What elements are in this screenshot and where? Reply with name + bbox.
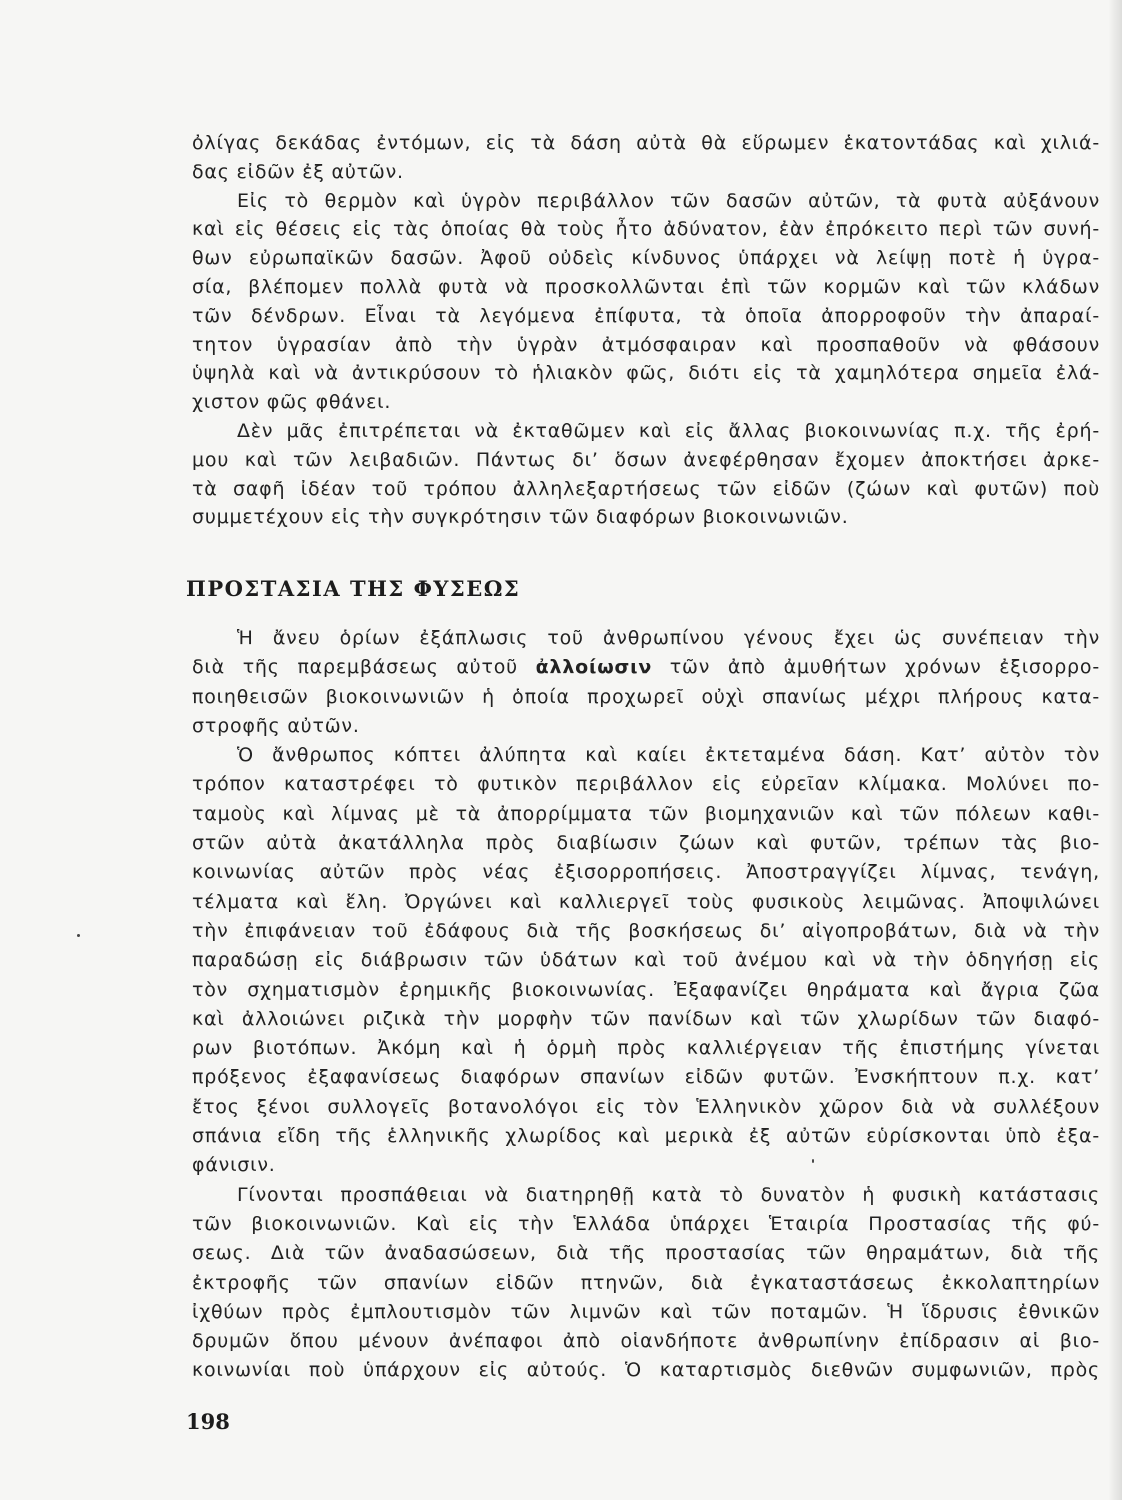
- text-line: θων εὐρωπαϊκῶν δασῶν. Ἀφοῦ οὐδεὶς κίνδυνος ὑπάρχει νὰ λείψῃ ποτὲ ἡ ὑγρα-: [192, 247, 1100, 270]
- text-line: Δὲν μᾶς ἐπιτρέπεται νὰ ἐκταθῶμεν καὶ εἰς ἄλλας βιοκοινωνίας π.χ. τῆς ἐρή-: [237, 419, 1100, 442]
- text-line: [192, 653, 1100, 682]
- text-line: τῶν βιοκοινωνιῶν. Καὶ εἰς τὴν Ἑλλάδα ὑπάρχει Ἑταιρία Προστασίας τῆς φύ-: [192, 1212, 1100, 1235]
- text-line: ποιηθεισῶν βιοκοινωνιῶν ἡ ὁποία προχωρεῖ οὐχὶ σπανίως μέχρι πλήρους κατα-: [192, 685, 1100, 708]
- paragraph: [192, 1181, 1100, 1386]
- text-line: σία, βλέπομεν πολλὰ φυτὰ νὰ προσκολλῶνται ἐπὶ τῶν κορμῶν καὶ τῶν κλάδων: [192, 275, 1100, 298]
- text-line: ἰχθύων πρὸς ἐμπλουτισμὸν τῶν λιμνῶν καὶ τῶν ποταμῶν. Ἡ ἵδρυσις ἐθνικῶν: [192, 1300, 1100, 1323]
- paragraph: [192, 624, 1100, 741]
- text-line: τὰ σαφῆ ἰδέαν τοῦ τρόπου ἀλληλεξαρτήσεως τῶν εἰδῶν (ζώων καὶ φυτῶν) ποὺ: [192, 477, 1100, 500]
- page-number: 198: [186, 1409, 230, 1434]
- text-line: Γίνονται προσπάθειαι νὰ διατηρηθῇ κατὰ τὸ δυνατὸν ἡ φυσικὴ κατάστασις: [237, 1183, 1100, 1206]
- text-line: Ἡ ἄνευ ὁρίων ἐξάπλωσις τοῦ ἀνθρωπίνου γένους ἔχει ὡς συνέπειαν τὴν: [237, 627, 1100, 649]
- text-line: συμμετέχουν εἰς τὴν συγκρότησιν τῶν διαφόρων βιοκοινωνιῶν.: [192, 506, 849, 529]
- scan-speck: [77, 934, 80, 937]
- text-section-1: [192, 129, 1100, 532]
- text-line: παραδώσῃ εἰς διάβρωσιν τῶν ὑδάτων καὶ τοῦ ἀνέμου καὶ νὰ τὴν ὁδηγήσῃ εἰς: [192, 949, 1100, 972]
- text-line: στροφῆς αὐτῶν.: [192, 714, 360, 737]
- text-line: τέλματα καὶ ἕλη. Ὀργώνει καὶ καλλιεργεῖ τοὺς φυσικοὺς λειμῶνας. Ἀποψιλώνει: [192, 890, 1100, 913]
- text-line: φάνισιν.: [192, 1154, 276, 1177]
- text-line: τητον ὑγρασίαν ἀπὸ τὴν ὑγρὰν ἀτμόσφαιραν καὶ προσπαθοῦν νὰ φθάσουν: [192, 333, 1100, 356]
- bold-term: ἀλλοίωσιν: [535, 656, 653, 679]
- text-line: τὸν σχηματισμὸν ἐρημικῆς βιοκοινωνίας. Ἐξαφανίζει θηράματα καὶ ἄγρια ζῶα: [192, 978, 1100, 1001]
- text-line: Ὁ ἄνθρωπος κόπτει ἀλύπητα καὶ καίει ἐκτεταμένα δάση. Κατ’ αὐτὸν τὸν: [237, 744, 1100, 767]
- text-line: ρων βιοτόπων. Ἀκόμη καὶ ἡ ὁρμὴ πρὸς καλλιέργειαν τῆς ἐπιστήμης γίνεται: [192, 1037, 1100, 1060]
- paragraph: [192, 129, 1100, 187]
- text-line: τὴν ἐπιφάνειαν τοῦ ἐδάφους διὰ τῆς βοσκήσεως δι’ αἰγοπροβάτων, διὰ νὰ τὴν: [192, 919, 1100, 942]
- text-line: καὶ εἰς θέσεις εἰς τὰς ὁποίας θὰ τοὺς ἦτο ἀδύνατον, ἐὰν ἐπρόκειτο περὶ τῶν συνή-: [192, 218, 1100, 241]
- text-line: ταμοὺς καὶ λίμνας μὲ τὰ ἀπορρίμματα τῶν βιομηχανιῶν καὶ τῶν πόλεων καθι-: [192, 802, 1100, 825]
- text-line: Εἰς τὸ θερμὸν καὶ ὑγρὸν περιβάλλον τῶν δασῶν αὐτῶν, τὰ φυτὰ αὐξάνουν: [237, 189, 1100, 212]
- text-section-2: [192, 624, 1100, 1386]
- text-line: κοινωνίαι ποὺ ὑπάρχουν εἰς αὐτούς. Ὁ καταρτισμὸς διεθνῶν συμφωνιῶν, πρὸς: [192, 1359, 1100, 1382]
- text-run: τῶν ἀπὸ ἀμυθήτων χρόνων ἐξισορρο-: [652, 656, 1100, 679]
- paragraph: [192, 187, 1100, 417]
- text-line: σεως. Διὰ τῶν ἀναδασώσεων, διὰ τῆς προστασίας τῶν θηραμάτων, διὰ τῆς: [192, 1242, 1100, 1265]
- text-line: ὀλίγας δεκάδας ἐντόμων, εἰς τὰ δάση αὐτὰ θὰ εὕρωμεν ἑκατοντάδας καὶ χιλιά-: [192, 132, 1100, 154]
- text-run: διὰ τῆς παρεμβάσεως αὐτοῦ: [192, 656, 536, 679]
- text-line: τῶν δένδρων. Εἶναι τὰ λεγόμενα ἐπίφυτα, τὰ ὁποῖα ἀπορροφοῦν τὴν ἀπαραί-: [192, 304, 1100, 327]
- text-line: στῶν αὐτὰ ἀκατάλληλα πρὸς διαβίωσιν ζώων καὶ φυτῶν, τρέπων τὰς βιο-: [192, 832, 1100, 855]
- section-heading: ΠΡΟΣΤΑΣΙΑ ΤΗΣ ΦΥΣΕΩΣ: [186, 576, 521, 601]
- text-line: πρόξενος ἐξαφανίσεως διαφόρων σπανίων εἰδῶν φυτῶν. Ἐνσκήπτουν π.χ. κατ’: [192, 1066, 1100, 1089]
- text-line: χιστον φῶς φθάνει.: [192, 391, 392, 414]
- text-line: σπάνια εἴδη τῆς ἑλληνικῆς χλωρίδος καὶ μερικὰ ἐξ αὐτῶν εὑρίσκονται ὑπὸ ἐξα-: [192, 1125, 1100, 1148]
- text-line: κοινωνίας αὐτῶν πρὸς νέας ἐξισορροπήσεις. Ἀποστραγγίζει λίμνας, τενάγη,: [192, 861, 1100, 884]
- text-line: ἔτος ξένοι συλλογεῖς βοτανολόγοι εἰς τὸν Ἑλληνικὸν χῶρον διὰ νὰ συλλέξουν: [192, 1095, 1100, 1118]
- text-line: μου καὶ τῶν λειβαδιῶν. Πάντως δι’ ὅσων ἀνεφέρθησαν ἔχομεν ἀποκτήσει ἀρκε-: [192, 448, 1100, 471]
- text-line: καὶ ἀλλοιώνει ριζικὰ τὴν μορφὴν τῶν πανίδων καὶ τῶν χλωρίδων τῶν διαφό-: [192, 1007, 1100, 1030]
- text-line: δας εἰδῶν ἐξ αὐτῶν.: [192, 160, 404, 183]
- text-line: ὑψηλὰ καὶ νὰ ἀντικρύσουν τὸ ἡλιακὸν φῶς, διότι εἰς τὰ χαμηλότερα σημεῖα ἐλά-: [192, 362, 1100, 385]
- scan-edge-shadow: [1108, 0, 1122, 1500]
- text-line: ἐκτροφῆς τῶν σπανίων εἰδῶν πτηνῶν, διὰ ἐγκαταστάσεως ἐκκολαπτηρίων: [192, 1271, 1100, 1294]
- paragraph: [192, 741, 1100, 1180]
- text-line: δρυμῶν ὅπου μένουν ἀνέπαφοι ἀπὸ οἱανδήποτε ἀνθρωπίνην ἐπίδρασιν αἱ βιο-: [192, 1330, 1100, 1353]
- text-line: τρόπον καταστρέφει τὸ φυτικὸν περιβάλλον εἰς εὐρεῖαν κλίμακα. Μολύνει πο-: [192, 773, 1100, 796]
- paragraph: [192, 417, 1100, 532]
